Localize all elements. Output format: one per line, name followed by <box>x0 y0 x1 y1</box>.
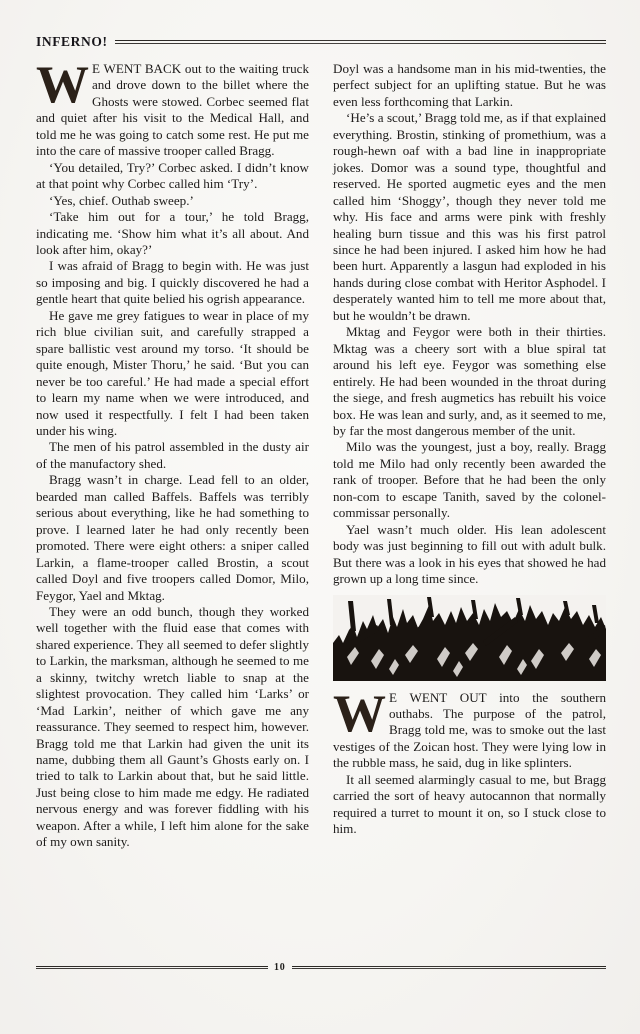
paragraph: The men of his patrol assembled in the dusty air of the manufactory shed. <box>36 439 309 471</box>
footer-rule-right <box>292 965 606 970</box>
illustration-graphic <box>333 595 606 681</box>
paragraph-text: E WENT BACK out to the waiting truck and drove down to the billet where the Ghosts were stowed. Corbec seemed flat and quiet after his visit to the Medical Hall, and told me he was going to catch some rest. He put me into the care of massive trooper called Bragg. <box>36 61 309 159</box>
paragraph: Doyl was a handsome man in his mid-twenties, the perfect subject for an uplifting statue. But he was even less forthcoming that Larkin. <box>333 61 606 109</box>
paragraph: ‘He’s a scout,’ Bragg told me, as if that explained everything. Brostin, stinking of promethium, was a rough-hewn oaf with a bad line in inappropriate jokes. Domor was a sound type, thoughtful and reserved. He sported augmetic eyes and the men called him ‘Shoggy’, though they never told me why. His face and arms were pink with freshly healing burn tissue and this was his first patrol since he had been injured. I asked him how he had been hurt. Apparently a lasgun had exploded in his hands during close combat with Heritor Asphodel. I desperately wanted him to tell me more about that, but he wouldn’t be drawn. <box>333 110 606 323</box>
page-footer <box>36 962 606 973</box>
running-head-title: INFERNO! <box>36 33 108 50</box>
paragraph: Yael wasn’t much older. His lean adolescent body was just beginning to fill out with adult bulk. But there was a look in his eyes that showed he had grown up a long time since. <box>333 521 606 587</box>
paragraph: ‘Yes, chief. Outhab sweep.’ <box>49 192 194 208</box>
drop-cap-letter: W <box>36 56 87 114</box>
paragraph: It all seemed alarmingly casual to me, but Bragg carried the sort of heavy autocannon that normally required a turret to mount it on, so I stuck close to him. <box>333 771 606 837</box>
paragraph: Milo was the youngest, just a boy, really. Bragg told me Milo had only recently been awarded the rank of trooper. Before that he had been the only non-com to escape Tanith, saved by the colonel-commissar personally. <box>333 439 606 521</box>
paragraph <box>333 684 606 772</box>
paragraph: I was afraid of Bragg to begin with. He was just so imposing and big. I quickly discovered he had a gentle heart that quite belied his ogrish appearance. <box>36 258 309 307</box>
page-content <box>36 32 606 851</box>
paragraph-text: E WENT OUT into the southern outhabs. The purpose of the patrol, Bragg told me, was to smoke out the last vestiges of the Zoican host. They were lying low in the rubble mass, he said, dug in like splinters. <box>333 689 606 771</box>
text-columns <box>36 56 606 851</box>
footer-rule-left <box>36 965 268 970</box>
left-column <box>36 56 309 851</box>
paragraph: Bragg wasn’t in charge. Lead fell to an older, bearded man called Baffels. Baffels was terribly serious about everything, like he had something to prove. I learned later he had only recently been promoted. There were eight others: a sniper called Larkin, a flame-trooper called Brostin, a scout called Doyl and five troopers called Domor, Milo, Feygor, Yael and Mktag. <box>36 472 309 603</box>
battlefield-illustration <box>333 595 606 681</box>
drop-cap-letter: W <box>333 684 384 743</box>
paragraph: ‘Take him out for a tour,’ he told Bragg, indicating me. ‘Show him what it’s all about. And look after him, okay?’ <box>36 209 309 257</box>
paragraph: He gave me grey fatigues to wear in place of my rich blue civilian suit, and carefully strapped a spare ballistic vest around my torso. ‘It should be quite enough, Mister Thoru,’ he said. ‘But you can never be too careful.’ He had made a special effort to learn my name when we were introduced, and now used it respectfully. I felt I had been taken under his wing. <box>36 307 309 438</box>
running-head <box>36 32 606 52</box>
right-column <box>333 61 606 838</box>
running-head-rule <box>115 40 606 45</box>
paragraph: ‘You detailed, Try?’ Corbec asked. I didn’t know at that point why Corbec called him ‘Try’. <box>36 159 309 192</box>
paragraph: They were an odd bunch, though they worked well together with the fluid ease that comes with shared experience. They all seemed to defer slightly to Larkin, the marksman, although he seemed to me a skinny, twitchy wretch liable to snap at the slightest provocation. They called him ‘Larks’ or ‘Mad Larkin’, neither of which gave me any reassurance. They seemed to respect him, however. Bragg told me that Larkin had given the unit its name, dubbing them all Gaunt’s Ghosts early on. I tried to talk to Larkin about that, but he said little. Just being close to him made me edgy. He radiated nervous energy and was forever fiddling with his weapon. After a while, I left him alone for the sake of my own sanity. <box>36 603 309 850</box>
paragraph: Mktag and Feygor were both in their thirties. Mktag was a cheery sort with a blue spiral tat around his left eye. Feygor was something else entirely. He had been wounded in the throat during the siege, and fresh augmetics has rebuilt his voice box. He was lean and surly, and, as it seemed to me, by far the most dangerous member of the unit. <box>333 324 606 438</box>
paragraph <box>36 56 309 160</box>
page-number: 10 <box>274 962 286 973</box>
